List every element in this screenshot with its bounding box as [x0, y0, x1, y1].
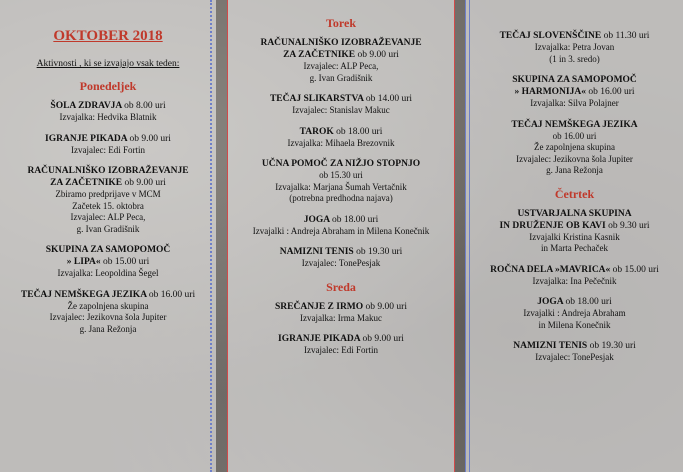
event-title	[466, 264, 683, 276]
event-time: ob 9.00 uri	[129, 133, 171, 144]
event-title-text: RAČUNALNIŠKO IZOBRAŽEVANJE	[27, 166, 189, 176]
event-detail: ob 16.00 uri	[552, 130, 597, 141]
event-title-text: » LIPA«	[66, 257, 101, 267]
event-title-text: SREČANJE Z IRMO	[275, 301, 364, 312]
event-title	[228, 93, 454, 105]
event-item	[0, 244, 216, 280]
event-detail: Izvajalec: Edi Fortin	[71, 144, 145, 155]
event-title	[228, 158, 454, 170]
event-title	[466, 74, 683, 86]
event-title-text: ROČNA DELA »MAVRICA«	[490, 264, 611, 275]
event-item	[228, 93, 454, 117]
event-detail: Izvajalec: TonePesjak	[301, 258, 381, 268]
event-title	[466, 340, 683, 352]
event-item	[466, 74, 683, 110]
event-time: ob 15.00 uri	[103, 257, 150, 267]
event-title	[228, 333, 454, 345]
event-item	[228, 37, 454, 84]
event-detail: g. Ivan Gradišnik	[309, 72, 373, 83]
day-heading: Sreda	[326, 279, 356, 294]
event-item	[228, 301, 454, 325]
event-title-text: ZA ZAČETNIKE	[50, 178, 123, 188]
event-item	[228, 246, 454, 270]
event-detail: Izvajalka: Mihaela Brezovnik	[287, 137, 395, 148]
event-title	[0, 244, 216, 256]
event-time: ob 9.30 uri	[608, 220, 650, 231]
event-detail: g. Ivan Gradišnik	[76, 223, 140, 234]
event-title-text: RAČUNALNIŠKO IZOBRAŽEVANJE	[260, 38, 422, 48]
event-detail: Izvajalki : Andreja Abraham	[523, 308, 626, 318]
event-item	[0, 133, 216, 157]
event-time: ob 16.00 uri	[148, 289, 196, 300]
event-detail: in Marta Pechaček	[541, 243, 608, 253]
event-title	[228, 37, 454, 49]
event-time: ob 16.00 uri	[588, 87, 635, 97]
event-title-text: TEČAJ NEMŠKEGA JEZIKA	[20, 289, 147, 300]
event-title-text: JOGA	[303, 214, 330, 225]
event-title-text: UČNA POMOČ ZA NIŽJO STOPNJO	[261, 159, 421, 169]
column-wednesday-thursday	[465, 0, 683, 472]
event-item	[228, 333, 454, 357]
event-title	[466, 220, 683, 232]
event-title-text: USTVARJALNA SKUPINA	[517, 208, 632, 219]
event-title-text: JOGA	[537, 297, 564, 307]
event-detail: Izvajalka: Ina Pečečnik	[532, 275, 617, 286]
event-title-text: TAROK	[299, 126, 334, 137]
event-item	[228, 214, 454, 238]
event-time: ob 9.00 uri	[357, 50, 399, 60]
day-heading: Torek	[325, 16, 356, 30]
event-title	[0, 289, 216, 301]
event-title-text: IN DRUŽENJE OB KAVI	[499, 220, 606, 231]
event-detail: Izvajalka: Petra Jovan	[534, 42, 615, 52]
event-detail: Izvajalka: Irma Makuc	[300, 312, 382, 323]
event-detail: Izvajalki Kristina Kasnik	[529, 231, 620, 242]
column-tuesday-wednesday	[227, 0, 455, 472]
event-detail: g. Jana Režonja	[546, 165, 603, 175]
event-detail: Izvajalec: ALP Peca,	[70, 212, 146, 222]
event-item	[228, 158, 454, 205]
day-heading: Četrtek	[554, 186, 595, 201]
event-detail: Zbiramo predprijave v MCM	[55, 189, 161, 199]
event-title	[0, 165, 216, 177]
event-title	[228, 49, 454, 61]
event-detail: Izvajalec: Jezikovna šola Jupiter	[516, 153, 633, 164]
event-title-text: TEČAJ SLIKARSTVA	[269, 94, 364, 104]
event-title-text: ZA ZAČETNIKE	[283, 50, 356, 60]
event-time: ob 18.00 uri	[332, 214, 379, 225]
event-item	[0, 100, 216, 124]
event-time: ob 9.00 uri	[365, 301, 407, 312]
event-title-text: SKUPINA ZA SAMOPOMOČ	[512, 75, 637, 85]
event-detail: (potrebna predhodna najava)	[289, 193, 393, 203]
event-detail: (1 in 3. sredo)	[549, 53, 600, 64]
event-detail: Izvajalka: Leopoldina Šegel	[57, 268, 159, 278]
event-time: ob 18.00 uri	[336, 126, 383, 137]
event-title	[0, 100, 216, 112]
weekly-note: Aktivnosti , ki se izvajajo vsak teden:	[36, 59, 180, 69]
event-title	[466, 208, 683, 220]
event-detail: Izvajalec: Stanislav Makuc	[292, 105, 390, 115]
event-time: ob 14.00 uri	[365, 94, 413, 104]
event-item	[0, 289, 216, 336]
event-detail: ob 15.30 uri	[319, 170, 363, 180]
event-item	[466, 296, 683, 331]
event-title	[466, 86, 683, 98]
event-item	[466, 30, 683, 65]
event-title-text: TEČAJ NEMŠKEGA JEZIKA	[511, 119, 638, 130]
event-detail: Izvajalec: ALP Peca,	[303, 61, 379, 71]
event-title-text: NAMIZNI TENIS	[513, 341, 588, 351]
event-detail: Izvajalec: Jezikovna šola Jupiter	[49, 312, 167, 322]
event-detail: Izvajalka: Hedvika Blatnik	[59, 112, 157, 122]
event-title-text: IGRANJE PIKADA	[45, 133, 128, 144]
month-title: OKTOBER 2018	[53, 28, 163, 44]
event-detail: Začetek 15. oktobra	[72, 200, 144, 211]
event-title	[466, 296, 683, 308]
event-detail: g. Jana Režonja	[79, 323, 137, 334]
event-title	[228, 214, 454, 226]
event-title-text: » HARMONIJA«	[514, 87, 586, 97]
event-title	[466, 30, 683, 42]
event-time: ob 9.00 uri	[124, 178, 166, 188]
event-detail: Izvajalec: Edi Fortin	[304, 345, 378, 355]
event-title-text: SKUPINA ZA SAMOPOMOČ	[45, 245, 171, 255]
event-time: ob 18.00 uri	[565, 297, 612, 307]
event-title-text: TEČAJ SLOVENŠČINE	[499, 31, 602, 41]
event-item	[466, 264, 683, 288]
event-detail: in Milena Konečnik	[538, 319, 611, 330]
event-title-text: IGRANJE PIKADA	[278, 334, 361, 344]
event-title	[0, 256, 216, 268]
event-detail: Izvajalki : Andreja Abraham in Milena Konečnik	[252, 225, 430, 236]
event-title	[228, 301, 454, 313]
event-item	[0, 165, 216, 235]
day-heading: Ponedeljek	[79, 79, 137, 93]
event-title-text: ŠOLA ZDRAVJA	[50, 101, 122, 111]
event-item	[466, 340, 683, 364]
event-detail: Izvajalec: TonePesjak	[535, 352, 614, 362]
event-item	[466, 119, 683, 177]
event-title-text: NAMIZNI TENIS	[279, 247, 354, 257]
event-time: ob 11.30 uri	[603, 31, 650, 41]
event-detail: Že zapolnjena skupina	[67, 300, 149, 311]
event-detail: Izvajalka: Marjana Šumah Vertačnik	[275, 181, 407, 192]
event-time: ob 15.00 uri	[612, 264, 659, 275]
column-monday	[0, 0, 216, 472]
event-title	[466, 119, 683, 131]
event-time: ob 19.30 uri	[356, 247, 403, 257]
event-time: ob 19.30 uri	[589, 341, 636, 351]
event-title	[0, 177, 216, 189]
event-title	[0, 133, 216, 145]
event-item	[466, 208, 683, 255]
event-detail: Že zapolnjena skupina	[534, 142, 615, 152]
event-item	[228, 126, 454, 150]
event-time: ob 9.00 uri	[362, 334, 404, 344]
event-time: ob 8.00 uri	[124, 101, 166, 111]
event-detail: Izvajalka: Silva Polajner	[530, 98, 619, 108]
event-title	[228, 246, 454, 258]
event-title	[228, 126, 454, 138]
